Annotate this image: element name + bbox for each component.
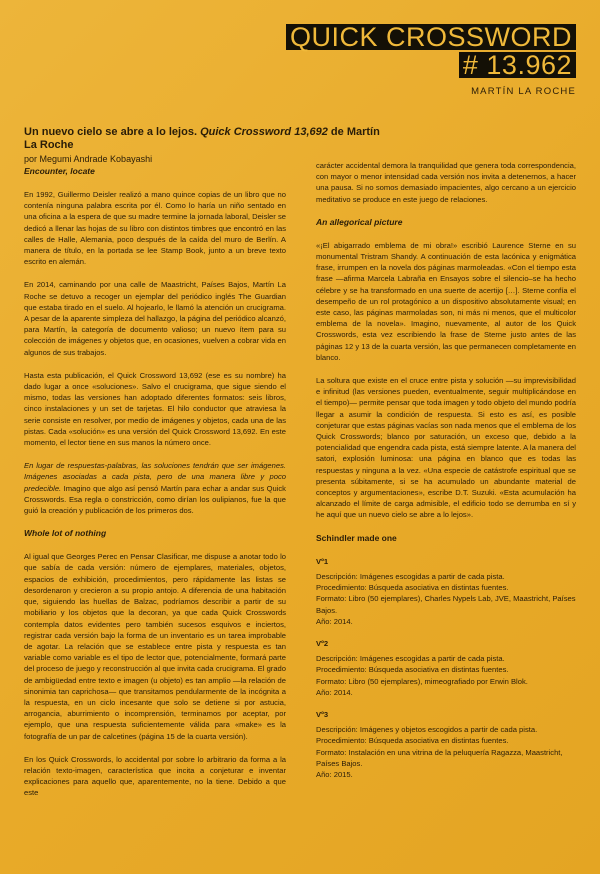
paragraph-rest: Imagino que algo así pensó Martín para echar a andar sus Quick Crosswords. Esa regla o constricción, como dirían los oulipianos, fue la que guió la creación y publicación de los primeros dos. [24, 483, 286, 516]
version-procedure: Procedimiento: Búsqueda asociativa en distintas fuentes. [316, 583, 509, 593]
version-number: Vº1 [316, 556, 329, 566]
version-entry [316, 556, 576, 627]
version-description: Descripción: Imágenes y objetos escogidos a partir de cada pista. [316, 725, 538, 735]
right-column [316, 160, 576, 791]
paragraph-italic-lead: En lugar de respuestas-palabras, las soluciones tendrán que ser imágenes. Imágenes asociadas a cada pista, pero de una manera libre y poco predecible. [24, 461, 286, 493]
version-format: Formato: Instalación en una vitrina de la peluquería Ragazza, Maastricht, Países Bajos. [316, 747, 563, 768]
version-procedure: Procedimiento: Búsqueda asociativa en distintas fuentes. [316, 736, 509, 746]
version-entry [316, 638, 576, 698]
article-headline [24, 126, 384, 152]
headline-pre: Un nuevo cielo se abre a lo lejos. [24, 126, 198, 138]
paragraph: «¡El abigarrado emblema de mi obra!» escribió Laurence Sterne en su monumental Tristram Shandy. A continuación de esta lacónica y enigmática frase, irrumpen en la novela dos páginas marmoleadas. «Con el tiempo esta frase —afirma Marcela Labraña en Ensayos sobre el silencio–se ha hecho célebre y se ha transformado en una suerte de acertijo […]. Sterne confía el desempeño de un rol protagónico a un dispositivo absolutamente visual; en este caso, las páginas marmoladas son, ni más ni menos, que el multicolor emblema de la novela». Imagino, nuevamente, al autor de los Quick Crosswords, esta vez escribiendo la frase de Sterne justo antes de las páginas 12 y 13 de la cuarta versión, las que permanecen completamente en blanco. [316, 240, 576, 362]
paragraph: carácter accidental demora la tranquilidad que genera toda correspondencia, con mayor o menor intensidad cada versión nos invita a detenernos, a hacer una pausa. Si no somos demasiado impacientes, algo cercano a un ejercicio meditativo se produce en este juego de relaciones. [316, 161, 576, 204]
paragraph: En 1992, Guillermo Deisler realizó a mano quince copias de un libro que no contenía ninguna palabra escrita por él. Como lo haría un niño sentado en una oficina a la espera de que su madre termine la jornada laboral, Deisler se dedicó a llenar las hojas de su libro con distintos timbres que encontró en las calles de Halle, Alemania, poco después de la caída del muro de Berlín. A manera de título, en la portada se lee Stamp Book, junto a un breve texto escrito en alemán. [24, 190, 286, 267]
paragraph: Hasta esta publicación, el Quick Crossword 13,692 (ese es su nombre) ha dado lugar a once «soluciones». Salvo el crucigrama, que sigue siendo el mismo, todas las versiones han adoptado diferentes formatos: seis libros, cinco instalaciones y un set de tarjetas. El hilo conductor que atraviesa la serie consiste en resolver, por medio de imágenes y objetos, cada una de las pistas. Cada «solución» es una versión del Quick Crossword 13,692. En este momento, el lector tiene en sus manos la número once. [24, 370, 286, 448]
version-year: Año: 2015. [316, 769, 353, 779]
headline-work-title: Quick Crossword 13,692 [200, 126, 328, 138]
headline-post: de Martín La Roche [24, 126, 380, 151]
version-year: Año: 2014. [316, 687, 353, 697]
title-block [286, 24, 576, 97]
section-heading-whole-lot: Whole lot of nothing [24, 528, 107, 539]
paragraph: Al igual que Georges Perec en Pensar Clasificar, me dispuse a anotar todo lo que sabía de cada versión: número de ejemplares, materiales, objetos, espacios de exhibición, procedimientos, pero rápidamente las listas se desordenaron y crecieron a su propio antojo. A diferencia de una habitación que, siguiendo las huellas de Balzac, podríamos describir a partir de su mobiliario y los objetos que la decoran, ya que cada Quick Crosswords contempla datos evidentes pero también sucesos esquivos e inciertos, registrar cada versión bajo la forma de un inventario es un tarea improbable de agotar. La relación que se establece entre pista y respuesta es tan variable como variable es el tipo de lector que, potencialmente, formará parte del proceso de juego y reconstrucción al que invita cada crucigrama. El grado de ambigüedad entre texto e imagen (u objeto) es tan amplio —la relación de sinonimia tan caprichosa— que transitamos pendularmente de la incógnita a la respuesta, en un ciclo incesante que solo se detiene si por astucia, arrogancia, aburrimiento o incomprensión, terminamos por aceptar, por ejemplo, que una respuesta suficientemente válida para «make» es la fotografía de un par de calcetines (página 15 de la cuarta versión). [24, 552, 286, 741]
section-heading-schindler: Schindler made one [316, 532, 397, 543]
version-description: Descripción: Imágenes escogidas a partir de cada pista. [316, 654, 505, 664]
version-year: Año: 2014. [316, 616, 353, 626]
paragraph: En los Quick Crosswords, lo accidental por sobre lo arbitrario da forma a la relación texto-imagen, característica que incita a conjeturar e inventar explicaciones para aquello que, aparentemente, no la tiene. Debido a que este [24, 754, 286, 798]
version-number: Vº3 [316, 709, 329, 719]
paragraph: La soltura que existe en el cruce entre pista y solución —su imprevisibilidad e infinitud (las versiones pueden, eventualmente, seguir multiplicándose en el tiempo)— permite pensar que toda imagen y todo objeto del mundo podría llegar a asumir la condición de respuesta. Si esto es así, es posible conjeturar que estas páginas vacías son nada menos que el emblema de los Quick Crosswords; blanco por saturación, un exceso que, debido a la potencialidad que engendra cada pista, está siempre latente. A la manera del satori, explosión luminosa: una página en blanco que es todas las respuestas y ninguna a la vez. «Una especie de catástrofe espiritual que se presenta súbitamente, si se ha acumulado un abundante material de conceptos y argumentaciones», escribe D.T. Suzuki. «Esta acumulación ha alcanzado el límite de carga admisible, el edificio todo se derrumba en sí y he aquí que un nuevo cielo se abre a lo lejos». [316, 376, 576, 520]
version-number: Vº2 [316, 638, 329, 648]
version-entry [316, 709, 576, 780]
title-author: MARTÍN LA ROCHE [471, 86, 576, 97]
section-heading-encounter: Encounter, locate [24, 166, 95, 176]
title-line-1: QUICK CROSSWORD [286, 24, 576, 50]
article-byline: por Megumi Andrade Kobayashi [24, 154, 153, 164]
version-format: Formato: Libro (50 ejemplares), Charles Nypels Lab, JVE, Maastricht, Países Bajos. [316, 594, 576, 615]
paragraph [24, 460, 286, 516]
title-line-2: # 13.962 [459, 52, 576, 78]
section-heading-allegorical: An allegorical picture [316, 216, 403, 227]
version-format: Formato: Libro (50 ejemplares), mimeografiado por Erwin Blok. [316, 676, 528, 686]
version-description: Descripción: Imágenes escogidas a partir de cada pista. [316, 571, 505, 581]
paragraph: En 2014, caminando por una calle de Maastricht, Países Bajos, Martín La Roche se detuvo a recoger un ejemplar del periódico inglés The Guardian que estaba tirado en el suelo. Al hojearlo, le llamó la atención un crucigrama. A pesar de la aparente simpleza del hallazgo, la página del periódico alcanzó, para Martín, la categoría de documento valioso; un nuevo ítem para su colección de imágenes y objetos que, en ocasiones, vuelven a cobrar vida en algunos de sus trabajos. [24, 280, 286, 357]
left-column [24, 166, 286, 811]
version-procedure: Procedimiento: Búsqueda asociativa en distintas fuentes. [316, 665, 509, 675]
